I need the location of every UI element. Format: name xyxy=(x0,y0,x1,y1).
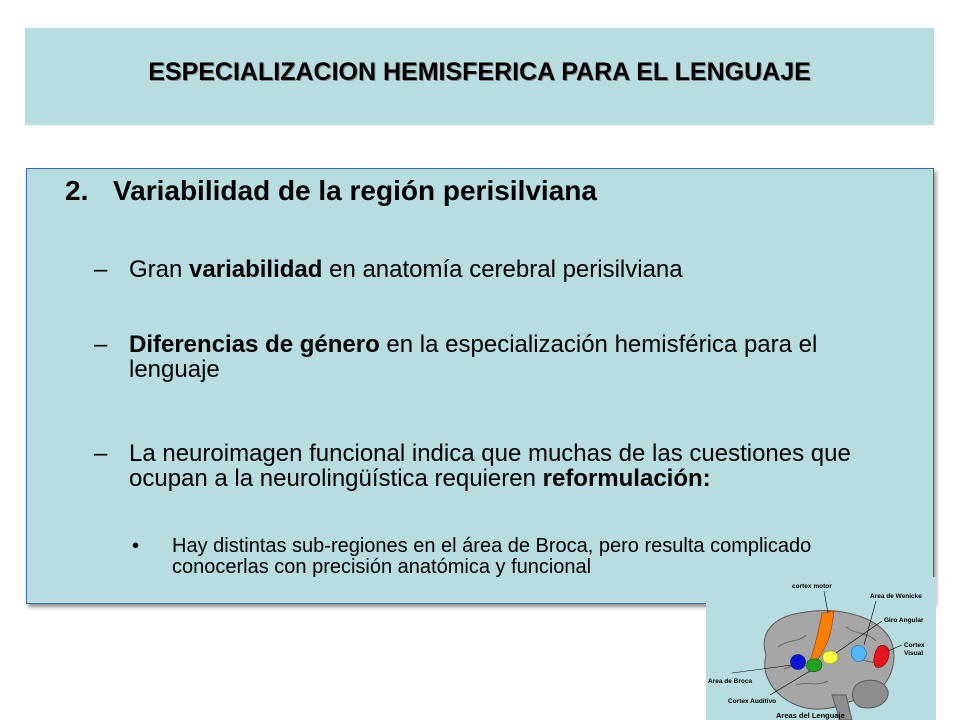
label-broca: Area de Broca xyxy=(708,678,753,685)
label-wernicke: Area de Wenicke xyxy=(870,593,922,600)
heading-text: Variabilidad de la región perisilviana xyxy=(113,175,597,206)
label-motor-cortex: cortex motor xyxy=(792,583,832,590)
list-item xyxy=(94,256,909,283)
item-text: La neuroimagen funcional indica que muchas de las cuestiones que ocupan a la neurolingüística requieren xyxy=(129,440,851,492)
section-heading xyxy=(65,175,597,207)
auditory-cortex-area xyxy=(807,659,822,672)
brain-figure xyxy=(706,577,936,720)
list-item xyxy=(94,440,909,492)
wernicke-area xyxy=(851,645,866,661)
list-item xyxy=(94,331,909,383)
label-language-areas: Areas del Lenguaje xyxy=(776,711,845,720)
item-text: Gran xyxy=(129,256,190,283)
content-panel xyxy=(26,168,934,604)
item-text: en la especialización hemisférica para el lenguaje xyxy=(129,331,818,383)
slide-title: ESPECIALIZACION HEMISFERICA PARA EL LENGUAJE xyxy=(148,58,811,86)
sub-list-item xyxy=(134,536,894,578)
title-banner xyxy=(25,28,934,125)
broca-area xyxy=(791,655,806,670)
dash-marker: – xyxy=(94,440,108,467)
sub-item-text: Hay distintas sub-regiones en el área de Broca, pero resulta complicado conocerlas con precisión anatómica y funcional xyxy=(172,535,812,578)
cerebellum-shape xyxy=(853,680,889,708)
dash-marker: – xyxy=(94,256,108,283)
heading-number: 2. xyxy=(65,175,89,206)
bullet-marker: • xyxy=(132,535,140,557)
label-angular-gyrus: Giro Angular xyxy=(884,617,924,624)
item-text: en anatomía cerebral perisilviana xyxy=(322,256,683,283)
angular-gyrus-area xyxy=(823,651,838,664)
dash-marker: – xyxy=(94,331,108,358)
label-visual-cortex-line1: Cortex xyxy=(904,642,925,649)
item-bold-text: Diferencias de género xyxy=(129,331,380,358)
item-bold-text: reformulación: xyxy=(542,465,711,492)
label-auditory-cortex: Cortex Auditivo xyxy=(728,698,777,705)
brain-diagram xyxy=(706,577,936,720)
item-bold-text: variabilidad xyxy=(189,256,323,283)
label-visual-cortex-line2: Visual xyxy=(904,650,924,657)
leader-line xyxy=(824,591,828,613)
